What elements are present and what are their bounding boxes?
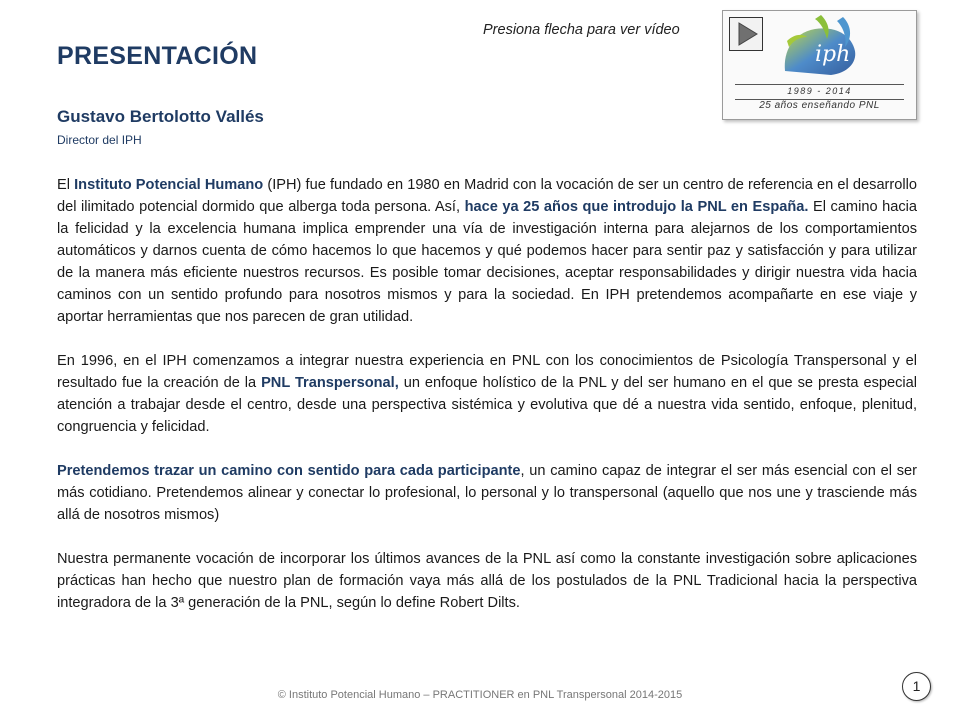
paragraph-3 [57, 460, 917, 526]
highlight-25-years: hace ya 25 años que introdujo la PNL en España. [464, 199, 809, 215]
footer-copyright: © Instituto Potencial Humano – PRACTITIONER en PNL Transpersonal 2014-2015 [277, 689, 683, 701]
page-title: PRESENTACIÓN [57, 42, 258, 70]
paragraph-1 [57, 174, 917, 328]
highlight-iph-name: Instituto Potencial Humano [74, 177, 264, 193]
video-hint: Presiona flecha para ver vídeo [483, 22, 680, 38]
logo-rule-top [735, 84, 904, 85]
paragraph-2 [57, 350, 917, 438]
text-run: (IPH) fue fundado en 1980 en Madrid con la vocación de ser un centro de referencia en el desarrollo del ilimitado potencial dormido que alberga toda persona. Así, [57, 177, 917, 215]
paragraph-4 [57, 548, 917, 614]
text-run: El [57, 177, 75, 193]
page-number-badge: 1 [902, 672, 931, 701]
logo-tagline: 25 años enseñando PNL [759, 100, 880, 111]
author-role: Director del IPH [57, 133, 142, 147]
play-arrow-icon [730, 18, 762, 50]
text-run: un enfoque holístico de la PNL y del ser humano en el que se presta especial atención a trabajar desde el centro, desde una perspectiva sistémica y evolutiva que dé a nuestra vida sentido, enfoque, plenitud, congruencia y felicidad. [57, 375, 918, 435]
svg-text:iph: iph [815, 42, 851, 67]
logo-years: 1989 - 2014 [787, 86, 852, 96]
highlight-mission: Pretendemos trazar un camino con sentido para cada participante [57, 463, 521, 479]
text-run: , un camino capaz de integrar el ser más esencial con el ser más cotidiano. Pretendemos alinear y conectar lo profesional, lo personal y lo transpersonal (aquello que nos une y trasciende más allá de nosotros mismos) [57, 463, 917, 523]
text-run: Nuestra permanente vocación de incorporar los últimos avances de la PNL así como la constante investigación sobre aplicaciones prácticas han hecho que nuestro plan de formación vaya más allá de los postulados de la PNL Tradicional hacia la perspectiva integradora de la 3ª generación de la PNL, según lo define Robert Dilts. [57, 551, 917, 611]
play-video-button[interactable] [729, 17, 763, 51]
text-run: El camino hacia la felicidad y la excelencia humana implica emprender una vía de investigación interna para alejarnos de los comportamientos automáticos y darnos cuenta de cómo hacemos lo que hacemos y qué podemos hacer para sentir paz y satisfacción y para utilizar de la manera más eficiente nuestros recursos. Es posible tomar decisiones, aceptar responsabilidades y dirigir nuestra vida hacia caminos con un sentido profundo para nosotros mismos y para la sociedad. En IPH pretendemos acompañarte en ese viaje y aportar herramientas que nos parecen de gran utilidad. [57, 199, 917, 325]
presentation-text [57, 174, 917, 636]
text-run: En 1996, en el IPH comenzamos a integrar nuestra experiencia en PNL con los conocimientos de Psicología Transpersonal y el resultado fue la creación de la [57, 353, 917, 391]
highlight-pnl-transpersonal: PNL Transpersonal, [261, 375, 399, 391]
author-name: Gustavo Bertolotto Vallés [57, 107, 264, 126]
